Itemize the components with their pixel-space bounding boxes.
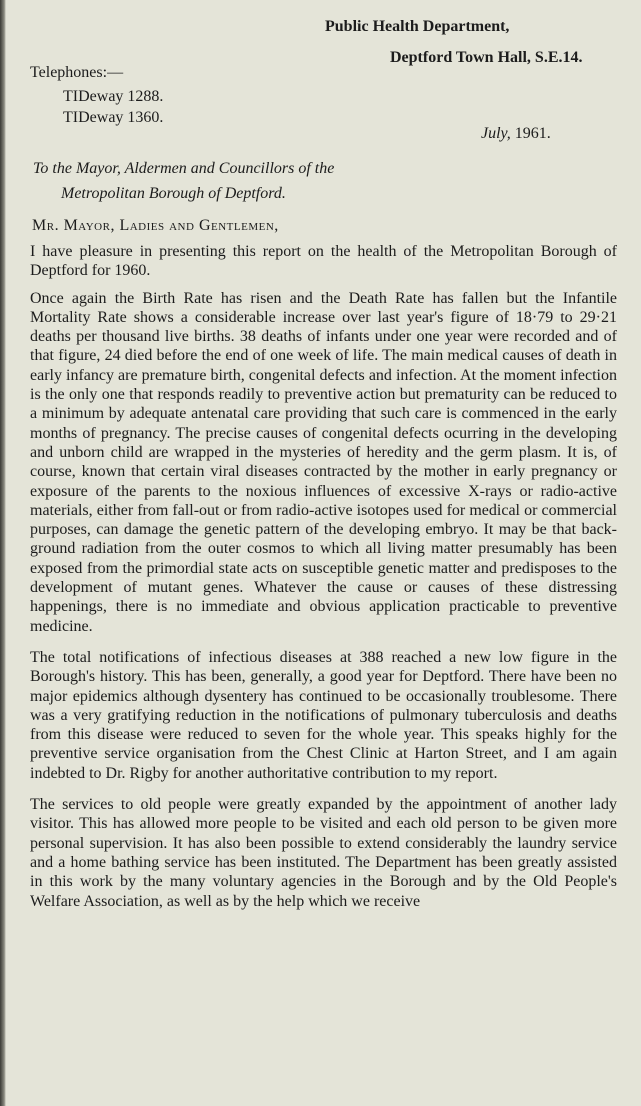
department-heading: Public Health Department, bbox=[325, 18, 510, 35]
telephones-label: Telephones:— bbox=[30, 64, 124, 81]
letter-date bbox=[481, 125, 551, 143]
addressee-block bbox=[33, 156, 453, 206]
page-spine-shadow bbox=[0, 0, 6, 1106]
paragraph-infectious-diseases: The total notifications of infectious diseases at 388 reached a new low figure in the Borough's history. This has been, generally, a good year for Deptford. There have been no major epidemics although dysentery has continued to be occasionally troublesome. There was a very gratifying reduction in the notifications of pulmonary tuberculosis and deaths from this disease were reduced to seven for the whole year. This speaks highly for the preventive service organisation from the Chest Clinic at Harton Street, and I am again indebted to Dr. Rigby for another authoritative contribution to my report. bbox=[30, 648, 617, 782]
telephone-number-2: TIDeway 1360. bbox=[63, 109, 164, 126]
report-body bbox=[30, 242, 617, 923]
office-address: Deptford Town Hall, S.E.14. bbox=[390, 49, 583, 66]
paragraph-old-people-services: The services to old people were greatly expanded by the appointment of another lady visitor. This has allowed more people to be visited and each old person to be given more personal supervision. It has also been possible to extend considerably the laundry service and a home bathing service has been instituted. The Department has been greatly assisted in this work by the many voluntary agencies in the Borough and by the Old People's Welfare Association, as well as by the help which we receive bbox=[30, 796, 617, 910]
date-month: July, bbox=[481, 125, 511, 142]
report-page bbox=[30, 0, 618, 1106]
date-year: 1961. bbox=[510, 125, 551, 142]
paragraph-birth-death-rates: Once again the Birth Rate has risen and the Death Rate has fallen but the Infantile Mortality Rate shows a considerable increase over last year's figure of 18·79 to 29·21 deaths per thousand live births. 38 deaths of infants under one year were recorded and of that figure, 24 died before the end of one week of life. The main medical causes of death in early infancy are premature birth, congenital defects and infection. At the moment infection is the only one that responds readily to preventive action but prematurity can be reduced to a minimum by adequate antenatal care providing that such care is commenced in the early months of pregnancy. The precise causes of congenital defects ocurring in the developing and unborn child are wrapped in the mysteries of heredity and the germ plasm. It is, of course, known that certain viral diseases contracted by the mother in early pregnancy or exposure of the parents to the noxious influences of excessive X-rays or radio-active materials, either from fall-out or from radio-active isotopes used for medical or commercial purposes, can damage the genetic pattern of the developing embryo. It may be that back-ground radiation from the outer cosmos to which all living matter presumably has been exposed from the primordial state acts on susceptible genetic matter and predisposes to the development of mutant genes. Whatever the cause or causes of these distressing happenings, there is no immediate and obvious application practicable to preventive medicine. bbox=[30, 289, 617, 635]
addressee-line-2: Metropolitan Borough of Deptford. bbox=[61, 185, 286, 202]
addressee-line-1: To the Mayor, Aldermen and Councillors of the bbox=[33, 160, 335, 177]
telephone-number-1: TIDeway 1288. bbox=[63, 88, 164, 105]
salutation: Mr. Mayor, Ladies and Gentlemen, bbox=[32, 217, 279, 234]
paragraph-intro: I have pleasure in presenting this report on the health of the Metropolitan Borough of Deptford for 1960. bbox=[30, 243, 617, 280]
